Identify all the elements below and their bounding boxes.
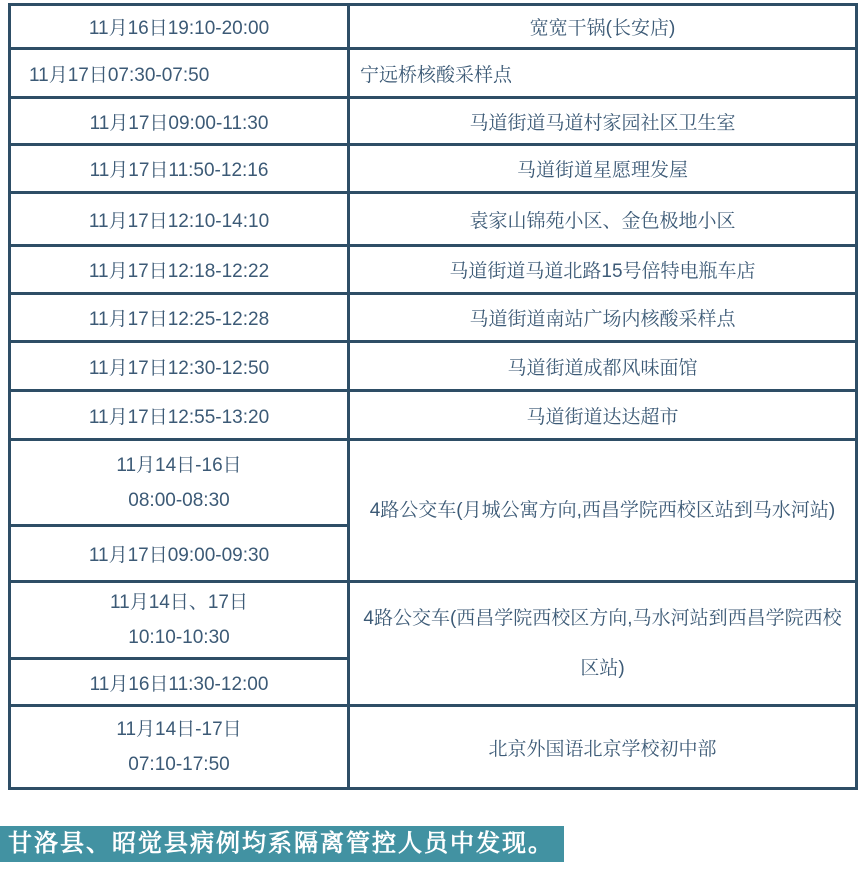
location-cell: 北京外国语北京学校初中部 [349,706,857,789]
table-row [10,193,857,246]
table-row [10,145,857,193]
time-cell: 11月17日11:50-12:16 [10,145,349,193]
time-cell: 11月16日19:10-20:00 [10,5,349,49]
time-line: 08:00-08:30 [128,489,230,511]
time-cell: 11月17日09:00-09:30 [10,526,349,582]
time-cell: 11月17日12:10-14:10 [10,193,349,246]
location-cell-bus-route: 4路公交车(西昌学院西校区方向,马水河站到西昌学院西校区站) [349,582,857,706]
table-row [10,342,857,391]
location-cell: 袁家山锦苑小区、金色极地小区 [349,193,857,246]
location-cell: 马道街道马道村家园社区卫生室 [349,98,857,145]
itinerary-table [8,3,858,790]
location-cell: 马道街道星愿理发屋 [349,145,857,193]
time-cell: 11月17日12:30-12:50 [10,342,349,391]
table-row [10,98,857,145]
time-line: 07:10-17:50 [128,754,230,775]
table-row [10,5,857,49]
summary-banner: 甘洛县、昭觉县病例均系隔离管控人员中发现。 [0,826,564,862]
location-cell: 马道街道成都风味面馆 [349,342,857,391]
table-row [10,706,857,789]
table-row [10,246,857,294]
location-cell: 马道街道马道北路15号倍特电瓶车店 [349,246,857,294]
time-cell [10,582,349,659]
location-cell-bus-route: 4路公交车(月城公寓方向,西昌学院西校区站到马水河站) [349,440,857,582]
time-line: 11月14日-17日 [116,719,242,740]
time-line: 11月14日-16日 [116,454,242,476]
time-line: 10:10-10:30 [128,627,230,648]
time-cell: 11月17日07:30-07:50 [10,49,349,98]
table-row [10,294,857,342]
time-cell: 11月17日12:25-12:28 [10,294,349,342]
location-cell: 宽宽干锅(长安店) [349,5,857,49]
time-cell [10,706,349,789]
location-cell: 马道街道南站广场内核酸采样点 [349,294,857,342]
table-row [10,440,857,526]
table-row [10,49,857,98]
location-cell: 宁远桥核酸采样点 [349,49,857,98]
time-line: 11月14日、17日 [110,592,248,613]
time-cell: 11月17日12:55-13:20 [10,391,349,440]
location-cell: 马道街道达达超市 [349,391,857,440]
time-cell [10,440,349,526]
table-row [10,582,857,659]
time-cell: 11月16日11:30-12:00 [10,659,349,706]
time-cell: 11月17日12:18-12:22 [10,246,349,294]
time-cell: 11月17日09:00-11:30 [10,98,349,145]
table-row [10,391,857,440]
